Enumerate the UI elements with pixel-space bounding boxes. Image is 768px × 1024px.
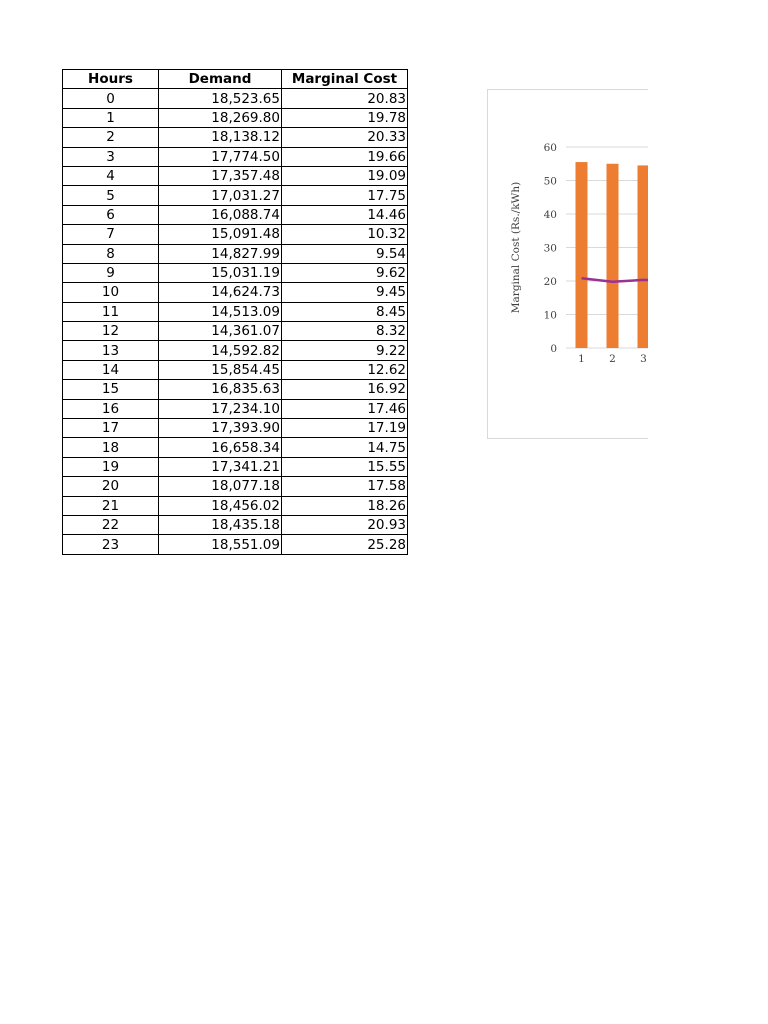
table-row [63, 341, 408, 360]
table-row [63, 244, 408, 263]
hour-cell: 3 [63, 147, 159, 166]
marginal-cost-cell: 19.66 [282, 147, 408, 166]
marginal-cost-cell: 9.54 [282, 244, 408, 263]
y-tick-label: 40 [543, 209, 557, 221]
table-row [63, 419, 408, 438]
table-row [63, 205, 408, 224]
demand-cell: 14,513.09 [159, 302, 282, 321]
hour-cell: 17 [63, 419, 159, 438]
marginal-cost-cell: 16.92 [282, 380, 408, 399]
demand-cell: 14,592.82 [159, 341, 282, 360]
table-row [63, 128, 408, 147]
hour-cell: 5 [63, 186, 159, 205]
hour-cell: 20 [63, 477, 159, 496]
marginal-cost-cell: 15.55 [282, 457, 408, 476]
marginal-cost-cell: 14.75 [282, 438, 408, 457]
y-tick-label: 50 [543, 175, 557, 188]
hour-cell: 21 [63, 496, 159, 515]
marginal-cost-cell: 25.28 [282, 535, 408, 554]
demand-cell: 16,835.63 [159, 380, 282, 399]
demand-cell: 18,435.18 [159, 515, 282, 534]
table-row [63, 438, 408, 457]
marginal-cost-cell: 20.93 [282, 515, 408, 534]
demand-cell: 15,091.48 [159, 225, 282, 244]
hour-cell: 22 [63, 515, 159, 534]
x-tick-label: 1 [578, 353, 585, 365]
demand-cell: 15,854.45 [159, 360, 282, 379]
y-tick-label: 30 [543, 242, 557, 255]
table-row [63, 380, 408, 399]
demand-cell: 18,269.80 [159, 108, 282, 127]
demand-cell: 14,827.99 [159, 244, 282, 263]
demand-cell: 18,523.65 [159, 89, 282, 108]
hour-cell: 4 [63, 166, 159, 185]
table-row [63, 89, 408, 108]
demand-cell: 17,341.21 [159, 457, 282, 476]
table-row [63, 302, 408, 321]
hour-cell: 12 [63, 322, 159, 341]
hour-cell: 10 [63, 283, 159, 302]
hour-cell: 2 [63, 128, 159, 147]
marginal-cost-cell: 9.62 [282, 263, 408, 282]
table-row [63, 147, 408, 166]
y-tick-label: 60 [543, 142, 557, 154]
table-row [63, 166, 408, 185]
y-tick-label: 10 [543, 309, 557, 322]
demand-cell: 18,138.12 [159, 128, 282, 147]
table-row [63, 515, 408, 534]
marginal-cost-cell: 9.22 [282, 341, 408, 360]
marginal-cost-cell: 17.46 [282, 399, 408, 418]
chart-svg [488, 90, 648, 438]
demand-cell: 14,361.07 [159, 322, 282, 341]
hour-cell: 9 [63, 263, 159, 282]
marginal-cost-cell: 17.58 [282, 477, 408, 496]
header-hours: Hours [63, 70, 159, 89]
hour-cell: 6 [63, 205, 159, 224]
header-marginal-cost: Marginal Cost [282, 70, 408, 89]
demand-cost-table [62, 69, 408, 555]
table-row [63, 186, 408, 205]
table-row [63, 283, 408, 302]
demand-cell: 17,357.48 [159, 166, 282, 185]
y-axis-title: Marginal Cost (Rs./kWh) [510, 181, 522, 314]
table-row [63, 322, 408, 341]
demand-cell: 18,077.18 [159, 477, 282, 496]
table-row [63, 360, 408, 379]
x-tick-label: 3 [640, 353, 647, 365]
table-row [63, 225, 408, 244]
demand-cell: 17,774.50 [159, 147, 282, 166]
hour-cell: 0 [63, 89, 159, 108]
demand-cell: 15,031.19 [159, 263, 282, 282]
demand-cell: 14,624.73 [159, 283, 282, 302]
demand-cell: 16,088.74 [159, 205, 282, 224]
hour-cell: 23 [63, 535, 159, 554]
hour-cell: 13 [63, 341, 159, 360]
table-row [63, 477, 408, 496]
bar [607, 164, 619, 348]
marginal-cost-cell: 20.33 [282, 128, 408, 147]
marginal-cost-chart [487, 89, 648, 439]
demand-cell: 17,234.10 [159, 399, 282, 418]
marginal-cost-cell: 9.45 [282, 283, 408, 302]
hour-cell: 18 [63, 438, 159, 457]
demand-cell: 17,031.27 [159, 186, 282, 205]
marginal-cost-cell: 19.78 [282, 108, 408, 127]
table-row [63, 263, 408, 282]
hour-cell: 19 [63, 457, 159, 476]
table-header-row [63, 70, 408, 89]
table-row [63, 399, 408, 418]
header-demand: Demand [159, 70, 282, 89]
hour-cell: 1 [63, 108, 159, 127]
demand-cell: 16,658.34 [159, 438, 282, 457]
hour-cell: 15 [63, 380, 159, 399]
hour-cell: 11 [63, 302, 159, 321]
marginal-cost-cell: 12.62 [282, 360, 408, 379]
hour-cell: 16 [63, 399, 159, 418]
bar [638, 165, 649, 348]
hour-cell: 14 [63, 360, 159, 379]
marginal-cost-cell: 18.26 [282, 496, 408, 515]
marginal-cost-cell: 14.46 [282, 205, 408, 224]
bar [576, 162, 588, 348]
marginal-cost-cell: 19.09 [282, 166, 408, 185]
y-tick-label: 0 [550, 343, 557, 355]
table-row [63, 496, 408, 515]
y-tick-label: 20 [543, 276, 557, 288]
marginal-cost-cell: 10.32 [282, 225, 408, 244]
hour-cell: 8 [63, 244, 159, 263]
table-row [63, 535, 408, 554]
table-row [63, 457, 408, 476]
marginal-cost-cell: 17.75 [282, 186, 408, 205]
x-tick-label: 2 [609, 353, 616, 365]
marginal-cost-cell: 17.19 [282, 419, 408, 438]
demand-cell: 18,456.02 [159, 496, 282, 515]
hour-cell: 7 [63, 225, 159, 244]
demand-cell: 18,551.09 [159, 535, 282, 554]
table-row [63, 108, 408, 127]
marginal-cost-cell: 20.83 [282, 89, 408, 108]
marginal-cost-cell: 8.32 [282, 322, 408, 341]
demand-cell: 17,393.90 [159, 419, 282, 438]
marginal-cost-cell: 8.45 [282, 302, 408, 321]
